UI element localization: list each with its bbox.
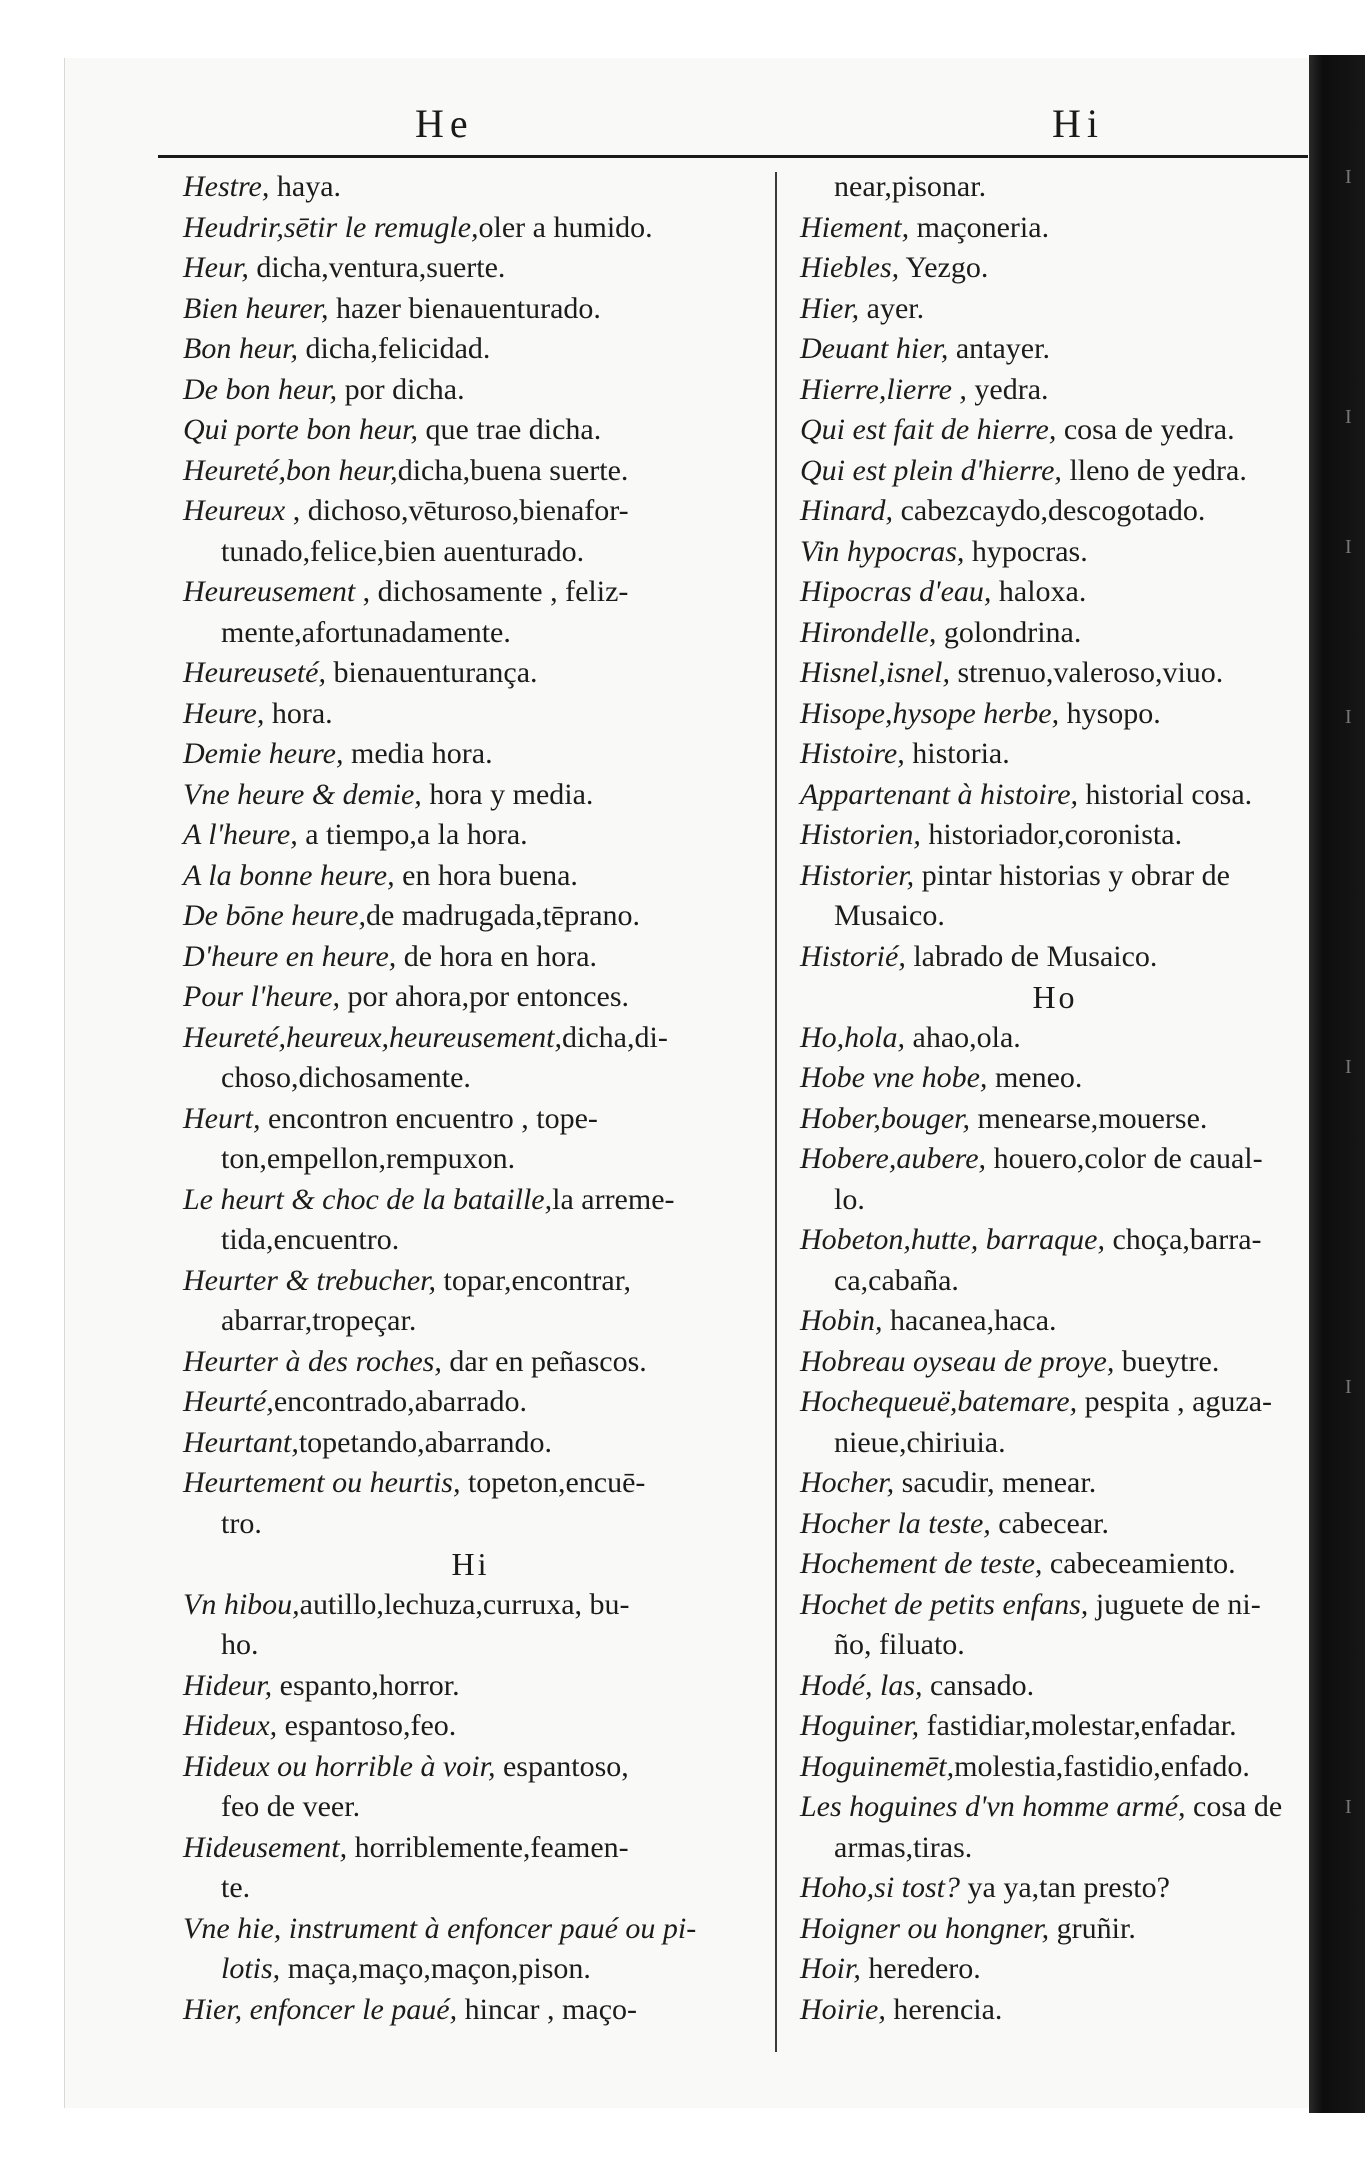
- entry-continuation: ton,empellon,rempuxon.: [221, 1142, 516, 1175]
- entry-continuation: Musaico.: [834, 899, 945, 932]
- entry-continuation: ho.: [221, 1628, 259, 1661]
- spanish-definition: strenuo,valeroso,viuo.: [950, 656, 1224, 689]
- french-headword: Heureté,heureux,heureusement,: [183, 1020, 563, 1054]
- french-headword: Bien heurer,: [183, 291, 329, 325]
- spanish-definition: gruñir.: [1049, 1911, 1136, 1945]
- dictionary-entry: [183, 1990, 758, 2031]
- spanish-definition: espantoso,: [495, 1749, 629, 1783]
- spanish-definition: a tiempo,a la hora.: [297, 818, 528, 851]
- french-headword: Heurtement ou heurtis,: [183, 1466, 461, 1499]
- dictionary-entry: [183, 1342, 758, 1383]
- french-headword: Hobeton,hutte, barraque,: [800, 1223, 1105, 1256]
- dictionary-entry: [800, 815, 1310, 856]
- spanish-definition: cosa de yedra.: [1056, 413, 1235, 446]
- entry-continuation: lo.: [834, 1182, 865, 1216]
- french-headword: Historié,: [800, 939, 906, 973]
- dictionary-entry: [183, 1099, 758, 1140]
- facing-page-edge: I I I I I I I: [1309, 55, 1365, 2113]
- french-headword: Heure,: [183, 696, 265, 730]
- dictionary-entry: [800, 1382, 1310, 1423]
- french-headword: Hideusement,: [183, 1830, 348, 1864]
- spanish-definition: espanto,horror.: [272, 1668, 460, 1702]
- spanish-definition: haya.: [269, 170, 342, 203]
- french-headword: Hocher la teste,: [800, 1506, 991, 1540]
- french-headword: Heurt,: [183, 1101, 261, 1135]
- dictionary-entry: [800, 1909, 1310, 1950]
- french-headword: Vne hie, instrument à enfoncer paué ou pi-: [183, 1911, 697, 1945]
- dictionary-entry: [800, 1544, 1310, 1585]
- spanish-definition: golondrina.: [936, 615, 1082, 649]
- dictionary-entry: [800, 1220, 1310, 1261]
- spanish-definition: hazer bienauenturado.: [328, 291, 601, 325]
- french-headword: Historien,: [800, 818, 921, 851]
- french-headword: De bōne heure,: [183, 899, 366, 932]
- spanish-definition: hypocras.: [964, 534, 1088, 568]
- spanish-definition: espantoso,feo.: [277, 1709, 457, 1742]
- dictionary-entry: [183, 937, 758, 978]
- dictionary-entry: [800, 653, 1310, 694]
- spanish-definition: heredero.: [860, 1952, 981, 1985]
- french-headword: Heureux: [183, 494, 286, 527]
- spanish-definition: bueytre.: [1114, 1344, 1220, 1378]
- dictionary-entry: [800, 329, 1310, 370]
- spanish-definition: dicha,buena suerte.: [397, 453, 629, 487]
- dictionary-entry: [183, 208, 758, 249]
- french-headword: Heureuseté,: [183, 656, 326, 689]
- french-headword: Vin hypocras,: [800, 534, 965, 568]
- dictionary-entry: [183, 856, 758, 897]
- french-headword: De bon heur,: [183, 372, 338, 406]
- french-headword: Hirondelle,: [800, 615, 937, 649]
- french-headword: Vn hibou,: [183, 1587, 300, 1621]
- spanish-definition: herencia.: [885, 1992, 1003, 2026]
- spanish-definition: lleno de yedra.: [1061, 453, 1247, 487]
- dictionary-entry: [800, 248, 1310, 289]
- spanish-definition: meneo.: [987, 1061, 1083, 1094]
- spanish-definition: topetando,abarrando.: [298, 1425, 553, 1459]
- dictionary-entry: [800, 1949, 1310, 1990]
- dictionary-entry: [800, 1868, 1310, 1909]
- spanish-definition: encontrado,abarrado.: [273, 1385, 528, 1418]
- french-headword: Heurter à des roches,: [183, 1344, 442, 1378]
- spanish-definition: encontron encuentro , tope-: [260, 1101, 598, 1135]
- dictionary-entry: [800, 532, 1310, 573]
- entry-continuation: tunado,felice,bien auenturado.: [221, 534, 585, 568]
- dictionary-entry: [800, 1099, 1310, 1140]
- entry-continuation: abarrar,tropeçar.: [221, 1304, 417, 1337]
- dictionary-entry: [183, 1747, 758, 1788]
- dictionary-entry: [800, 1666, 1310, 1707]
- french-headword: Hoho,si tost?: [800, 1871, 961, 1904]
- dictionary-entry: [800, 775, 1310, 816]
- french-headword: Hocher,: [800, 1466, 895, 1499]
- spanish-definition: ya ya,tan presto?: [960, 1871, 1170, 1904]
- dictionary-entry: [800, 694, 1310, 735]
- entry-continuation: feo de veer.: [221, 1790, 361, 1823]
- french-headword: Hochement de teste,: [800, 1547, 1043, 1580]
- french-headword: Hisnel,isnel,: [800, 656, 950, 689]
- dictionary-entry: [183, 451, 758, 492]
- spanish-definition: hysopo.: [1059, 696, 1161, 730]
- spanish-definition: de hora en hora.: [396, 939, 598, 973]
- french-headword: Qui est fait de hierre,: [800, 413, 1057, 446]
- french-headword: Hobin,: [800, 1304, 883, 1337]
- dictionary-entry: [183, 289, 758, 330]
- french-headword: Appartenant à histoire,: [800, 777, 1079, 811]
- spanish-definition: bienauenturança.: [326, 656, 538, 689]
- spanish-definition: antayer.: [948, 332, 1050, 365]
- spanish-definition: dicha,di-: [562, 1020, 668, 1054]
- dictionary-entry: [183, 815, 758, 856]
- spanish-definition: oler a humido.: [478, 210, 653, 244]
- french-headword: Hestre,: [183, 170, 270, 203]
- running-head-right: Hi: [1052, 101, 1104, 146]
- french-headword: lotis,: [221, 1952, 281, 1985]
- spanish-definition: autillo,lechuza,curruxa, bu-: [299, 1587, 630, 1621]
- french-headword: Demie heure,: [183, 737, 344, 770]
- spanish-definition: por dicha.: [337, 372, 465, 406]
- dictionary-entry: [800, 1706, 1310, 1747]
- french-headword: Historier,: [800, 858, 915, 892]
- french-headword: Pour l'heure,: [183, 980, 340, 1013]
- spanish-definition: dicha,felicidad.: [298, 332, 491, 365]
- dictionary-entry: [183, 977, 758, 1018]
- french-headword: Vne heure & demie,: [183, 777, 422, 811]
- section-heading: Hi: [451, 1546, 490, 1582]
- dictionary-entry: [800, 1301, 1310, 1342]
- entry-continuation: mente,afortunadamente.: [221, 615, 511, 649]
- french-headword: Heudrir,sētir le remugle,: [183, 210, 479, 244]
- spanish-definition: media hora.: [343, 737, 493, 770]
- spanish-definition: cabezcaydo,descogotado.: [893, 494, 1206, 527]
- french-headword: Heurté,: [183, 1385, 274, 1418]
- spanish-definition: cabeceamiento.: [1042, 1547, 1236, 1580]
- dictionary-entry: [800, 856, 1310, 897]
- french-headword: Hierre,lierre ,: [800, 372, 967, 406]
- spanish-definition: cansado.: [922, 1668, 1035, 1702]
- entry-continuation: armas,tiras.: [834, 1830, 973, 1864]
- dictionary-entry: [183, 572, 758, 613]
- french-headword: Hoguinemēt,: [800, 1749, 955, 1783]
- running-head-left: He: [415, 101, 474, 146]
- french-headword: A la bonne heure,: [183, 858, 395, 892]
- french-headword: Hisope,hysope herbe,: [800, 696, 1060, 730]
- header-rule: [158, 155, 1308, 158]
- dictionary-entry: [183, 1261, 758, 1302]
- french-headword: Hodé, las,: [800, 1668, 923, 1702]
- french-headword: Hideux,: [183, 1709, 278, 1742]
- dictionary-entry: [800, 410, 1310, 451]
- french-headword: Heurter & trebucher,: [183, 1263, 437, 1297]
- dictionary-entry: [183, 896, 758, 937]
- french-headword: Les hoguines d'vn homme armé,: [800, 1790, 1186, 1823]
- spanish-definition: hincar , maço-: [457, 1992, 638, 2026]
- french-headword: Hochequeuë,batemare,: [800, 1385, 1078, 1418]
- spanish-definition: hora y media.: [421, 777, 594, 811]
- spanish-definition: en hora buena.: [394, 858, 578, 892]
- spanish-definition: topar,encontrar,: [436, 1263, 632, 1297]
- french-headword: Hober,bouger,: [800, 1101, 970, 1135]
- spanish-definition: historiador,coronista.: [920, 818, 1183, 851]
- dictionary-entry: [183, 1382, 758, 1423]
- spanish-definition: sacudir, menear.: [894, 1466, 1097, 1499]
- entry-continuation: te.: [221, 1871, 251, 1904]
- dictionary-entry: [183, 1180, 758, 1221]
- french-headword: Hoir,: [800, 1952, 861, 1985]
- dictionary-entry: [183, 491, 758, 532]
- spanish-definition: que trae dicha.: [418, 413, 602, 446]
- entry-continuation: ño, filuato.: [834, 1628, 965, 1661]
- french-headword: A l'heure,: [183, 818, 298, 851]
- spanish-definition: houero,color de caual-: [986, 1142, 1263, 1175]
- dictionary-entry: [800, 1058, 1310, 1099]
- dictionary-entry: [800, 937, 1310, 978]
- dictionary-entry: [183, 410, 758, 451]
- spanish-definition: dicha,ventura,suerte.: [248, 251, 506, 284]
- french-headword: Hobe vne hobe,: [800, 1061, 988, 1094]
- french-headword: Qui est plein d'hierre,: [800, 453, 1062, 487]
- spanish-definition: pintar historias y obrar de: [914, 858, 1230, 892]
- dictionary-entry: [183, 1828, 758, 1869]
- french-headword: Ho,hola,: [800, 1020, 905, 1054]
- dictionary-entry: [183, 167, 758, 208]
- french-headword: Qui porte bon heur,: [183, 413, 418, 446]
- spanish-definition: maça,maço,maçon,pison.: [280, 1952, 591, 1985]
- column-divider: [775, 172, 777, 2052]
- spanish-definition: ayer.: [859, 291, 925, 325]
- dictionary-entry: [183, 370, 758, 411]
- spanish-definition: yedra.: [966, 372, 1049, 406]
- spanish-definition: , dichosamente , feliz-: [355, 575, 629, 608]
- dictionary-entry: [183, 1949, 758, 1990]
- french-headword: Hinard,: [800, 494, 894, 527]
- french-headword: D'heure en heure,: [183, 939, 397, 973]
- french-headword: Hideur,: [183, 1668, 273, 1702]
- dictionary-entry: [800, 370, 1310, 411]
- right-column: [800, 167, 1310, 2030]
- spanish-definition: por ahora,por entonces.: [339, 980, 630, 1013]
- entry-continuation: near,pisonar.: [834, 170, 987, 203]
- dictionary-entry: [800, 1342, 1310, 1383]
- spanish-definition: labrado de Musaico.: [905, 939, 1158, 973]
- french-headword: Hobere,aubere,: [800, 1142, 987, 1175]
- french-headword: Hier, enfoncer le paué,: [183, 1992, 458, 2026]
- dictionary-entry: [183, 1706, 758, 1747]
- french-headword: Heureusement: [183, 575, 356, 608]
- french-headword: Heur,: [183, 251, 249, 284]
- french-headword: Hoigner ou hongner,: [800, 1911, 1050, 1945]
- dictionary-entry: [800, 491, 1310, 532]
- spanish-definition: maçoneria.: [909, 210, 1050, 244]
- spanish-definition: molestia,fastidio,enfado.: [954, 1749, 1250, 1783]
- spanish-definition: hora.: [264, 696, 333, 730]
- spanish-definition: pespita , aguza-: [1077, 1385, 1273, 1418]
- spanish-definition: la arreme-: [552, 1182, 675, 1216]
- spanish-definition: cosa de: [1185, 1790, 1283, 1823]
- spanish-definition: historial cosa.: [1078, 777, 1253, 811]
- spanish-definition: menearse,mouerse.: [970, 1101, 1208, 1135]
- french-headword: Histoire,: [800, 737, 905, 770]
- spanish-definition: de madrugada,tēprano.: [366, 899, 641, 932]
- french-headword: Le heurt & choc de la bataille,: [183, 1182, 553, 1216]
- dictionary-entry: [183, 694, 758, 735]
- section-heading: Ho: [1032, 979, 1078, 1015]
- dictionary-entry: [800, 613, 1310, 654]
- french-headword: Hoguiner,: [800, 1709, 920, 1742]
- spanish-definition: fastidiar,molestar,enfadar.: [919, 1709, 1237, 1742]
- dictionary-entry: [800, 572, 1310, 613]
- dictionary-entry: [183, 1585, 758, 1626]
- dictionary-entry: [183, 1423, 758, 1464]
- entry-continuation: nieue,chiriuia.: [834, 1425, 1006, 1459]
- french-headword: Bon heur,: [183, 332, 298, 365]
- dictionary-entry: [800, 1018, 1310, 1059]
- dictionary-entry: [800, 1990, 1310, 2031]
- french-headword: Hiebles,: [800, 251, 900, 284]
- spanish-definition: horriblemente,feamen-: [347, 1830, 629, 1864]
- entry-continuation: tida,encuentro.: [221, 1223, 400, 1256]
- dictionary-entry: [800, 289, 1310, 330]
- spanish-definition: ahao,ola.: [905, 1020, 1021, 1054]
- dictionary-entry: [183, 775, 758, 816]
- french-headword: Hoirie,: [800, 1992, 886, 2026]
- dictionary-entry: [800, 1463, 1310, 1504]
- french-headword: Heurtant,: [183, 1425, 299, 1459]
- spanish-definition: juguete de ni-: [1088, 1587, 1261, 1621]
- dictionary-entry: [183, 734, 758, 775]
- dictionary-entry: [183, 248, 758, 289]
- dictionary-entry: [183, 1018, 758, 1059]
- spanish-definition: topeton,encuē-: [460, 1466, 646, 1499]
- spanish-definition: choça,barra-: [1104, 1223, 1262, 1256]
- spanish-definition: , dichoso,vēturoso,bienafor-: [285, 494, 629, 527]
- french-headword: Hier,: [800, 291, 860, 325]
- dictionary-entry: [800, 1747, 1310, 1788]
- dictionary-entry: [800, 1787, 1310, 1828]
- entry-continuation: tro.: [221, 1506, 262, 1540]
- french-headword: Hobreau oyseau de proye,: [800, 1344, 1115, 1378]
- spanish-definition: haloxa.: [991, 575, 1087, 608]
- dictionary-entry: [800, 1139, 1310, 1180]
- dictionary-entry: [183, 653, 758, 694]
- spanish-definition: cabecear.: [990, 1506, 1110, 1540]
- spanish-definition: hacanea,haca.: [882, 1304, 1057, 1337]
- dictionary-entry: [800, 734, 1310, 775]
- dictionary-entry: [183, 1909, 758, 1950]
- spanish-definition: historia.: [904, 737, 1010, 770]
- french-headword: Hideux ou horrible à voir,: [183, 1749, 496, 1783]
- left-column: [183, 167, 758, 2030]
- dictionary-entry: [183, 1463, 758, 1504]
- spanish-definition: dar en peñascos.: [441, 1344, 647, 1378]
- french-headword: Hiement,: [800, 210, 910, 244]
- entry-continuation: ca,cabaña.: [834, 1263, 959, 1297]
- dictionary-entry: [800, 1585, 1310, 1626]
- french-headword: Heureté,bon heur,: [183, 453, 398, 487]
- french-headword: Deuant hier,: [800, 332, 949, 365]
- dictionary-entry: [800, 208, 1310, 249]
- french-headword: Hipocras d'eau,: [800, 575, 992, 608]
- dictionary-entry: [183, 1666, 758, 1707]
- entry-continuation: choso,dichosamente.: [221, 1061, 471, 1094]
- french-headword: Hochet de petits enfans,: [800, 1587, 1089, 1621]
- dictionary-entry: [800, 451, 1310, 492]
- dictionary-entry: [183, 329, 758, 370]
- dictionary-entry: [800, 1504, 1310, 1545]
- spanish-definition: Yezgo.: [899, 251, 989, 284]
